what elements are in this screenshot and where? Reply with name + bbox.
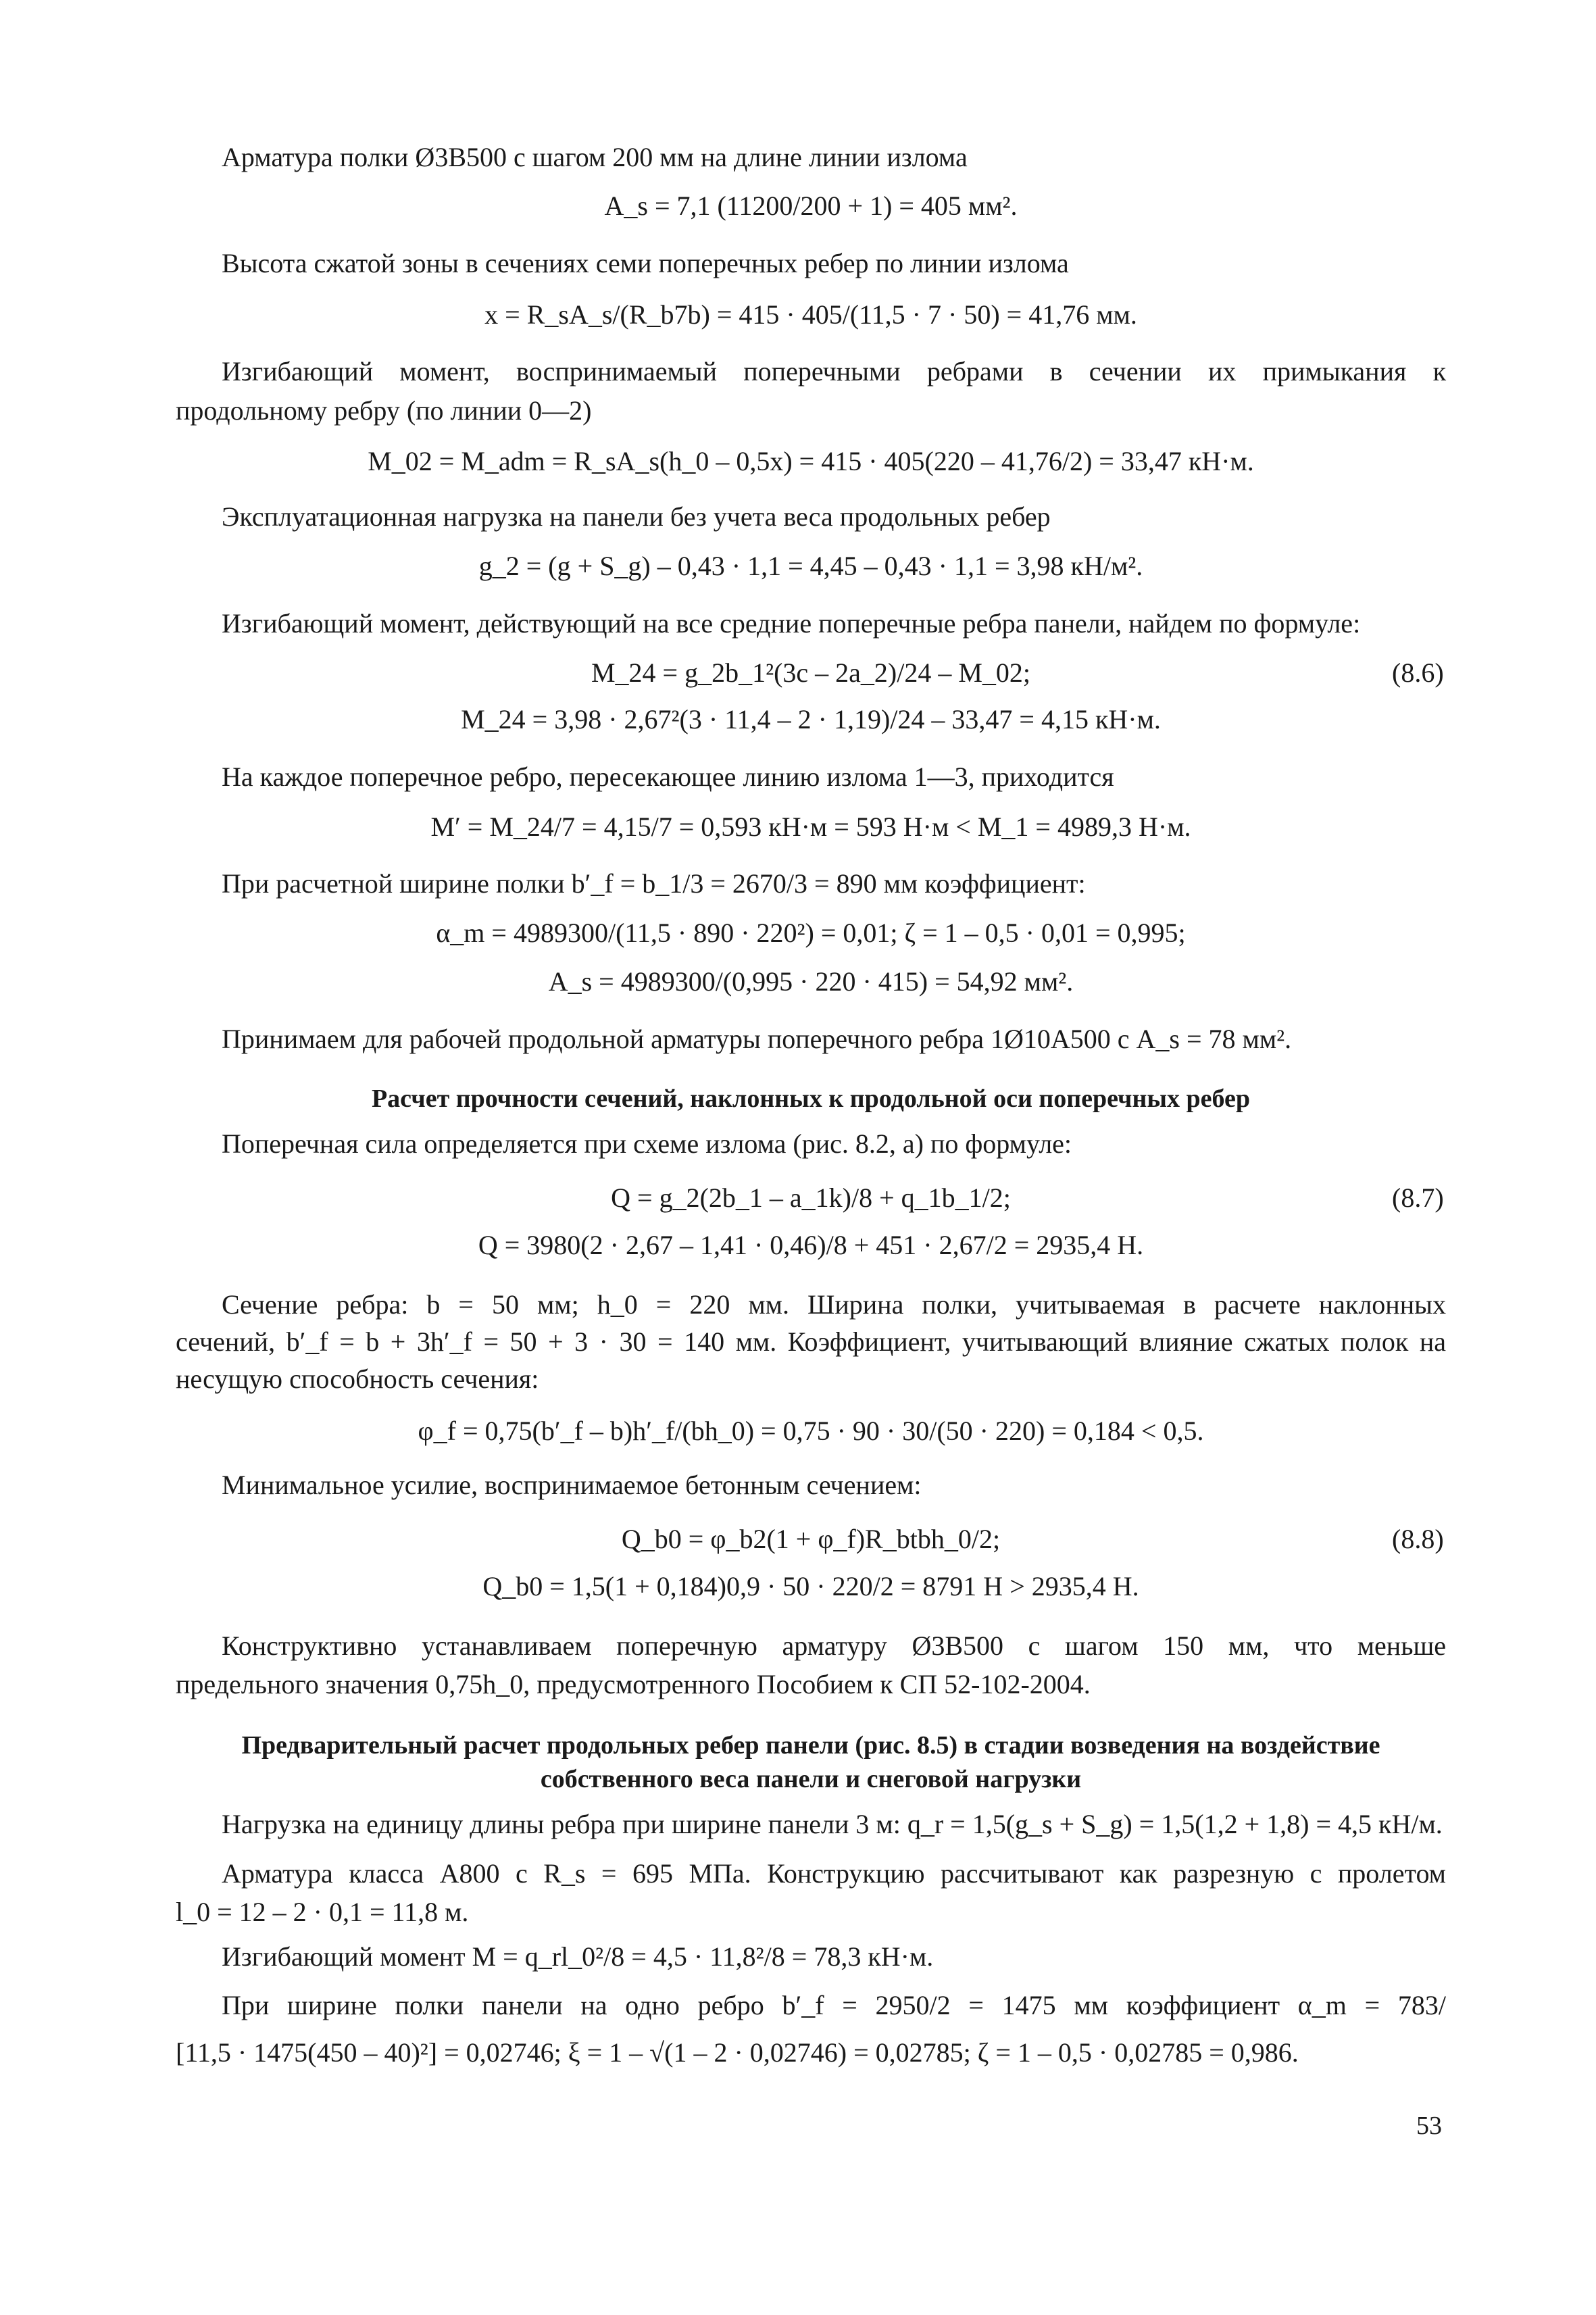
text-line: Сечение ребра: b = 50 мм; h_0 = 220 мм. Ширина полки, учитываемая в расчете наклонных <box>222 1289 1446 1320</box>
formula: A_s = 7,1 (11200/200 + 1) = 405 мм². <box>604 191 1018 221</box>
formula: x = R_sA_s/(R_b7b) = 415 · 405/(11,5 · 7 · 50) = 41,76 мм. <box>484 299 1137 330</box>
text-line: несущую способность сечения: <box>176 1364 539 1394</box>
text-line: Изгибающий момент, воспринимаемый поперечными ребрами в сечении их примыкания к <box>222 356 1446 387</box>
text-line: Арматура полки Ø3В500 с шагом 200 мм на длине линии излома <box>222 142 968 172</box>
equation-number: (8.8) <box>1392 1524 1444 1554</box>
text-line: Нагрузка на единицу длины ребра при ширине панели 3 м: q_r = 1,5(g_s + S_g) = 1,5(1,2 + 1,8) = 4,5 кН/м. <box>222 1809 1443 1839</box>
text-line: При ширине полки панели на одно ребро b′_f = 2950/2 = 1475 мм коэффициент α_m = 783/ <box>222 1990 1446 2020</box>
formula: Q = 3980(2 · 2,67 – 1,41 · 0,46)/8 + 451 · 2,67/2 = 2935,4 Н. <box>478 1230 1144 1260</box>
formula: g_2 = (g + S_g) – 0,43 · 1,1 = 4,45 – 0,43 · 1,1 = 3,98 кН/м². <box>478 551 1143 581</box>
text-line: На каждое поперечное ребро, пересекающее линию излома 1—3, приходится <box>222 762 1114 792</box>
formula: Q = g_2(2b_1 – a_1k)/8 + q_1b_1/2; <box>611 1183 1011 1213</box>
text-line: Арматура класса А800 с R_s = 695 МПа. Конструкцию рассчитывают как разрезную с пролетом <box>222 1858 1446 1889</box>
formula: φ_f = 0,75(b′_f – b)h′_f/(bh_0) = 0,75 · 90 · 30/(50 · 220) = 0,184 < 0,5. <box>418 1416 1204 1446</box>
formula: Q_b0 = φ_b2(1 + φ_f)R_btbh_0/2; <box>621 1524 1001 1554</box>
text-line: Конструктивно устанавливаем поперечную арматуру Ø3В500 с шагом 150 мм, что меньше <box>222 1631 1446 1661</box>
formula: M_02 = M_adm = R_sA_s(h_0 – 0,5x) = 415 · 405(220 – 41,76/2) = 33,47 кН·м. <box>368 446 1254 476</box>
formula: M′ = M_24/7 = 4,15/7 = 0,593 кН·м = 593 Н·м < M_1 = 4989,3 Н·м. <box>430 812 1191 842</box>
formula: M_24 = g_2b_1²(3c – 2a_2)/24 – M_02; <box>591 657 1031 688</box>
text-line: l_0 = 12 – 2 · 0,1 = 11,8 м. <box>176 1897 469 1927</box>
formula: M_24 = 3,98 · 2,67²(3 · 11,4 – 2 · 1,19)/24 – 33,47 = 4,15 кН·м. <box>461 704 1161 735</box>
section-heading: Расчет прочности сечений, наклонных к продольной оси поперечных ребер <box>371 1085 1251 1113</box>
text-line: сечений, b′_f = b + 3h′_f = 50 + 3 · 30 = 140 мм. Коэффициент, учитывающий влияние сжатых полок на <box>176 1326 1446 1357</box>
text-line: При расчетной ширине полки b′_f = b_1/3 = 2670/3 = 890 мм коэффициент: <box>222 868 1086 899</box>
equation-number: (8.7) <box>1392 1183 1444 1213</box>
formula: A_s = 4989300/(0,995 · 220 · 415) = 54,92 мм². <box>548 966 1074 997</box>
text-line: Эксплуатационная нагрузка на панели без учета веса продольных ребер <box>222 501 1051 532</box>
formula: Q_b0 = 1,5(1 + 0,184)0,9 · 50 · 220/2 = 8791 Н > 2935,4 Н. <box>482 1571 1139 1601</box>
text-line: Изгибающий момент M = q_rl_0²/8 = 4,5 · 11,8²/8 = 78,3 кН·м. <box>222 1941 934 1972</box>
formula: α_m = 4989300/(11,5 · 890 · 220²) = 0,01; ζ = 1 – 0,5 · 0,01 = 0,995; <box>436 918 1186 948</box>
text-line: [11,5 · 1475(450 – 40)²] = 0,02746; ξ = 1 – √(1 – 2 · 0,02746) = 0,02785; ζ = 1 – 0,5 · 0,02785 = 0,986. <box>176 2037 1299 2068</box>
text-line: Принимаем для рабочей продольной арматуры поперечного ребра 1Ø10А500 с A_s = 78 мм². <box>222 1024 1292 1054</box>
text-line: предельного значения 0,75h_0, предусмотренного Пособием к СП 52-102-2004. <box>176 1669 1091 1699</box>
text-line: Минимальное усилие, воспринимаемое бетонным сечением: <box>222 1470 922 1500</box>
section-heading: Предварительный расчет продольных ребер панели (рис. 8.5) в стадии возведения на воздействие <box>241 1731 1380 1760</box>
text-line: продольному ребру (по линии 0—2) <box>176 395 592 426</box>
section-heading: собственного веса панели и снеговой нагрузки <box>540 1765 1082 1793</box>
text-line: Высота сжатой зоны в сечениях семи поперечных ребер по линии излома <box>222 248 1069 278</box>
text-line: Изгибающий момент, действующий на все средние поперечные ребра панели, найдем по формуле: <box>222 608 1361 639</box>
page-number: 53 <box>1416 2112 1442 2140</box>
equation-number: (8.6) <box>1392 657 1444 688</box>
text-line: Поперечная сила определяется при схеме излома (рис. 8.2, а) по формуле: <box>222 1128 1072 1159</box>
